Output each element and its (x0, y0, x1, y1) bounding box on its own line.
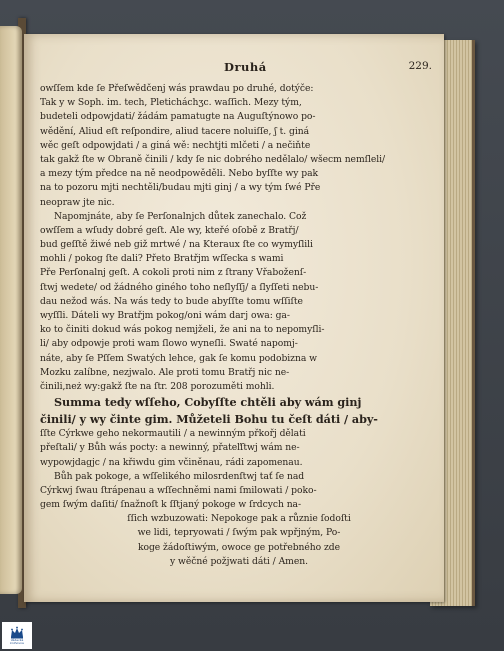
text-line: ko to činiti dokud wás pokog nemjželi, že ani na to nepomyſli- (40, 324, 325, 336)
text-line: činili,neż wy:gakž ſte na ſtr. 208 porozuměti mohli. (40, 380, 275, 392)
text-line: Summa tedy wſſeho, Cobyſſte chtěli aby wám ginj (54, 395, 362, 410)
library-stamp (2, 622, 32, 649)
text-line: y wěčné požjwati dáti / Amen. (170, 555, 308, 567)
text-line: wědění, Aliud eſt reſpondire, aliud tacere noluiſſe, ʃ t. giná (40, 125, 310, 137)
page-text-block (40, 60, 438, 569)
text-line: wěc geſt odpowjdati / a giná wě: nechtjti mlčeti / a nečiňte (40, 139, 311, 151)
text-line: na to pozoru mjti nechtěli/budau mjti ginj / a wy tým ſwé Pře (40, 182, 321, 194)
left-page-sliver (0, 26, 22, 594)
text-line: we lidi, tepryowati / ſwým pak wpřjným, Po- (137, 527, 341, 539)
text-line: tak gakž ſte w Obraně činili / kdy ſe nic dobrého nedělalo/ wšecm nemſleli/ (40, 153, 386, 165)
text-line: přeſtali/ y Bůh wás pocty: a newinný, přateľſtwj wám ne- (40, 442, 300, 454)
text-line: Tak y w Soph. im. tech, Pleticháchʒc. waſſich. Mezy tým, (40, 97, 302, 109)
text-line: Bůh pak pokoge, a wſſelikého milosrdenſtwj tať ſe nad (54, 470, 305, 482)
text-line: ſtwj wedete/ od žádného giného toho neſlyſſj/ a ſlyſſeti nebu- (40, 281, 319, 293)
text-lines (40, 82, 438, 569)
text-line: náte, aby ſe Pſſem Swatých lehce, gak ſe komu podobizna w (40, 352, 317, 364)
text-line: Cýrkwj ſwau ſtrápenau a wſſechněmi nami ſmilowati / poko- (40, 484, 317, 496)
text-line: li/ aby odpowje proti wam ſlowo wyneſli. Swaté napomj- (40, 338, 298, 350)
text-line: gem ſwým daſiti/ ſnažnoſt k ſſtjaný pokoge w ſrdcych na- (40, 499, 302, 511)
text-line: ſſte Cýrkwe geho nekormautili / a newinným přkořj dělati (40, 428, 306, 440)
text-line: owſſem kde ſe Přeſwědčenj wás prawdau po druhé, dotýče: (40, 83, 314, 94)
text-line: ſſich wzbuzowati: Nepokoge pak a různie ſodoſti (127, 513, 351, 525)
text-line: Pře Perſonalnj geſt. A cokoli proti nim z ſtrany Vřaboženſ- (40, 267, 307, 279)
stamp-line-2: knihovna (10, 641, 24, 645)
text-line: wypowjdagjc / na křiwdu gim včiněnau, rádi zapomenau. (40, 456, 303, 468)
page-header (40, 60, 438, 82)
book-page (24, 34, 444, 602)
text-line: owſſem a wſudy dobré geſt. Ale wy, kteřé oſobě z Bratřj/ (40, 224, 299, 236)
stamp-line-1: Vědecká (10, 637, 24, 642)
text-line: a mezy tým předce na ně neodpowěděli. Nebo byſſte wy pak (40, 168, 319, 180)
page-number: 229. (408, 60, 432, 72)
text-line: budeteli odpowjdati/ žádám pamatugte na Auguſtýnowo po- (40, 111, 316, 123)
text-line: mohli / pokog ſte dali? Přeto Bratřjm wſſeckа s wami (40, 253, 284, 265)
text-line: wyſſli. Dáteli wy Bratřjm pokog/oni wám daгj owa: ga- (40, 310, 290, 321)
running-head: Druhá (224, 60, 267, 74)
text-line: koge žádoſtiwým, owoce ge potřebného zde (137, 541, 341, 553)
text-line: dau nežod wás. Na wás tedy to bude abyſſte tomu wſſiſte (40, 295, 303, 307)
text-line: Mozku zalíbne, nezjwalo. Ale proti tomu Bratřj nic ne- (40, 366, 290, 378)
text-line: Napomjnáte, aby ſe Perſonalnjch důtek zanechalo. Což (54, 210, 307, 222)
text-line: neopraw jte nic. (40, 196, 115, 208)
text-line: bud geſſtě žiwé neb giž mrtwé / na Kteraux ſte co wymyſlili (40, 239, 313, 251)
library-crown-icon (10, 626, 24, 639)
text-line: činili/ y wy činte gim. Můžeteli Bohu tu čeſt dáti / aby- (40, 411, 378, 426)
